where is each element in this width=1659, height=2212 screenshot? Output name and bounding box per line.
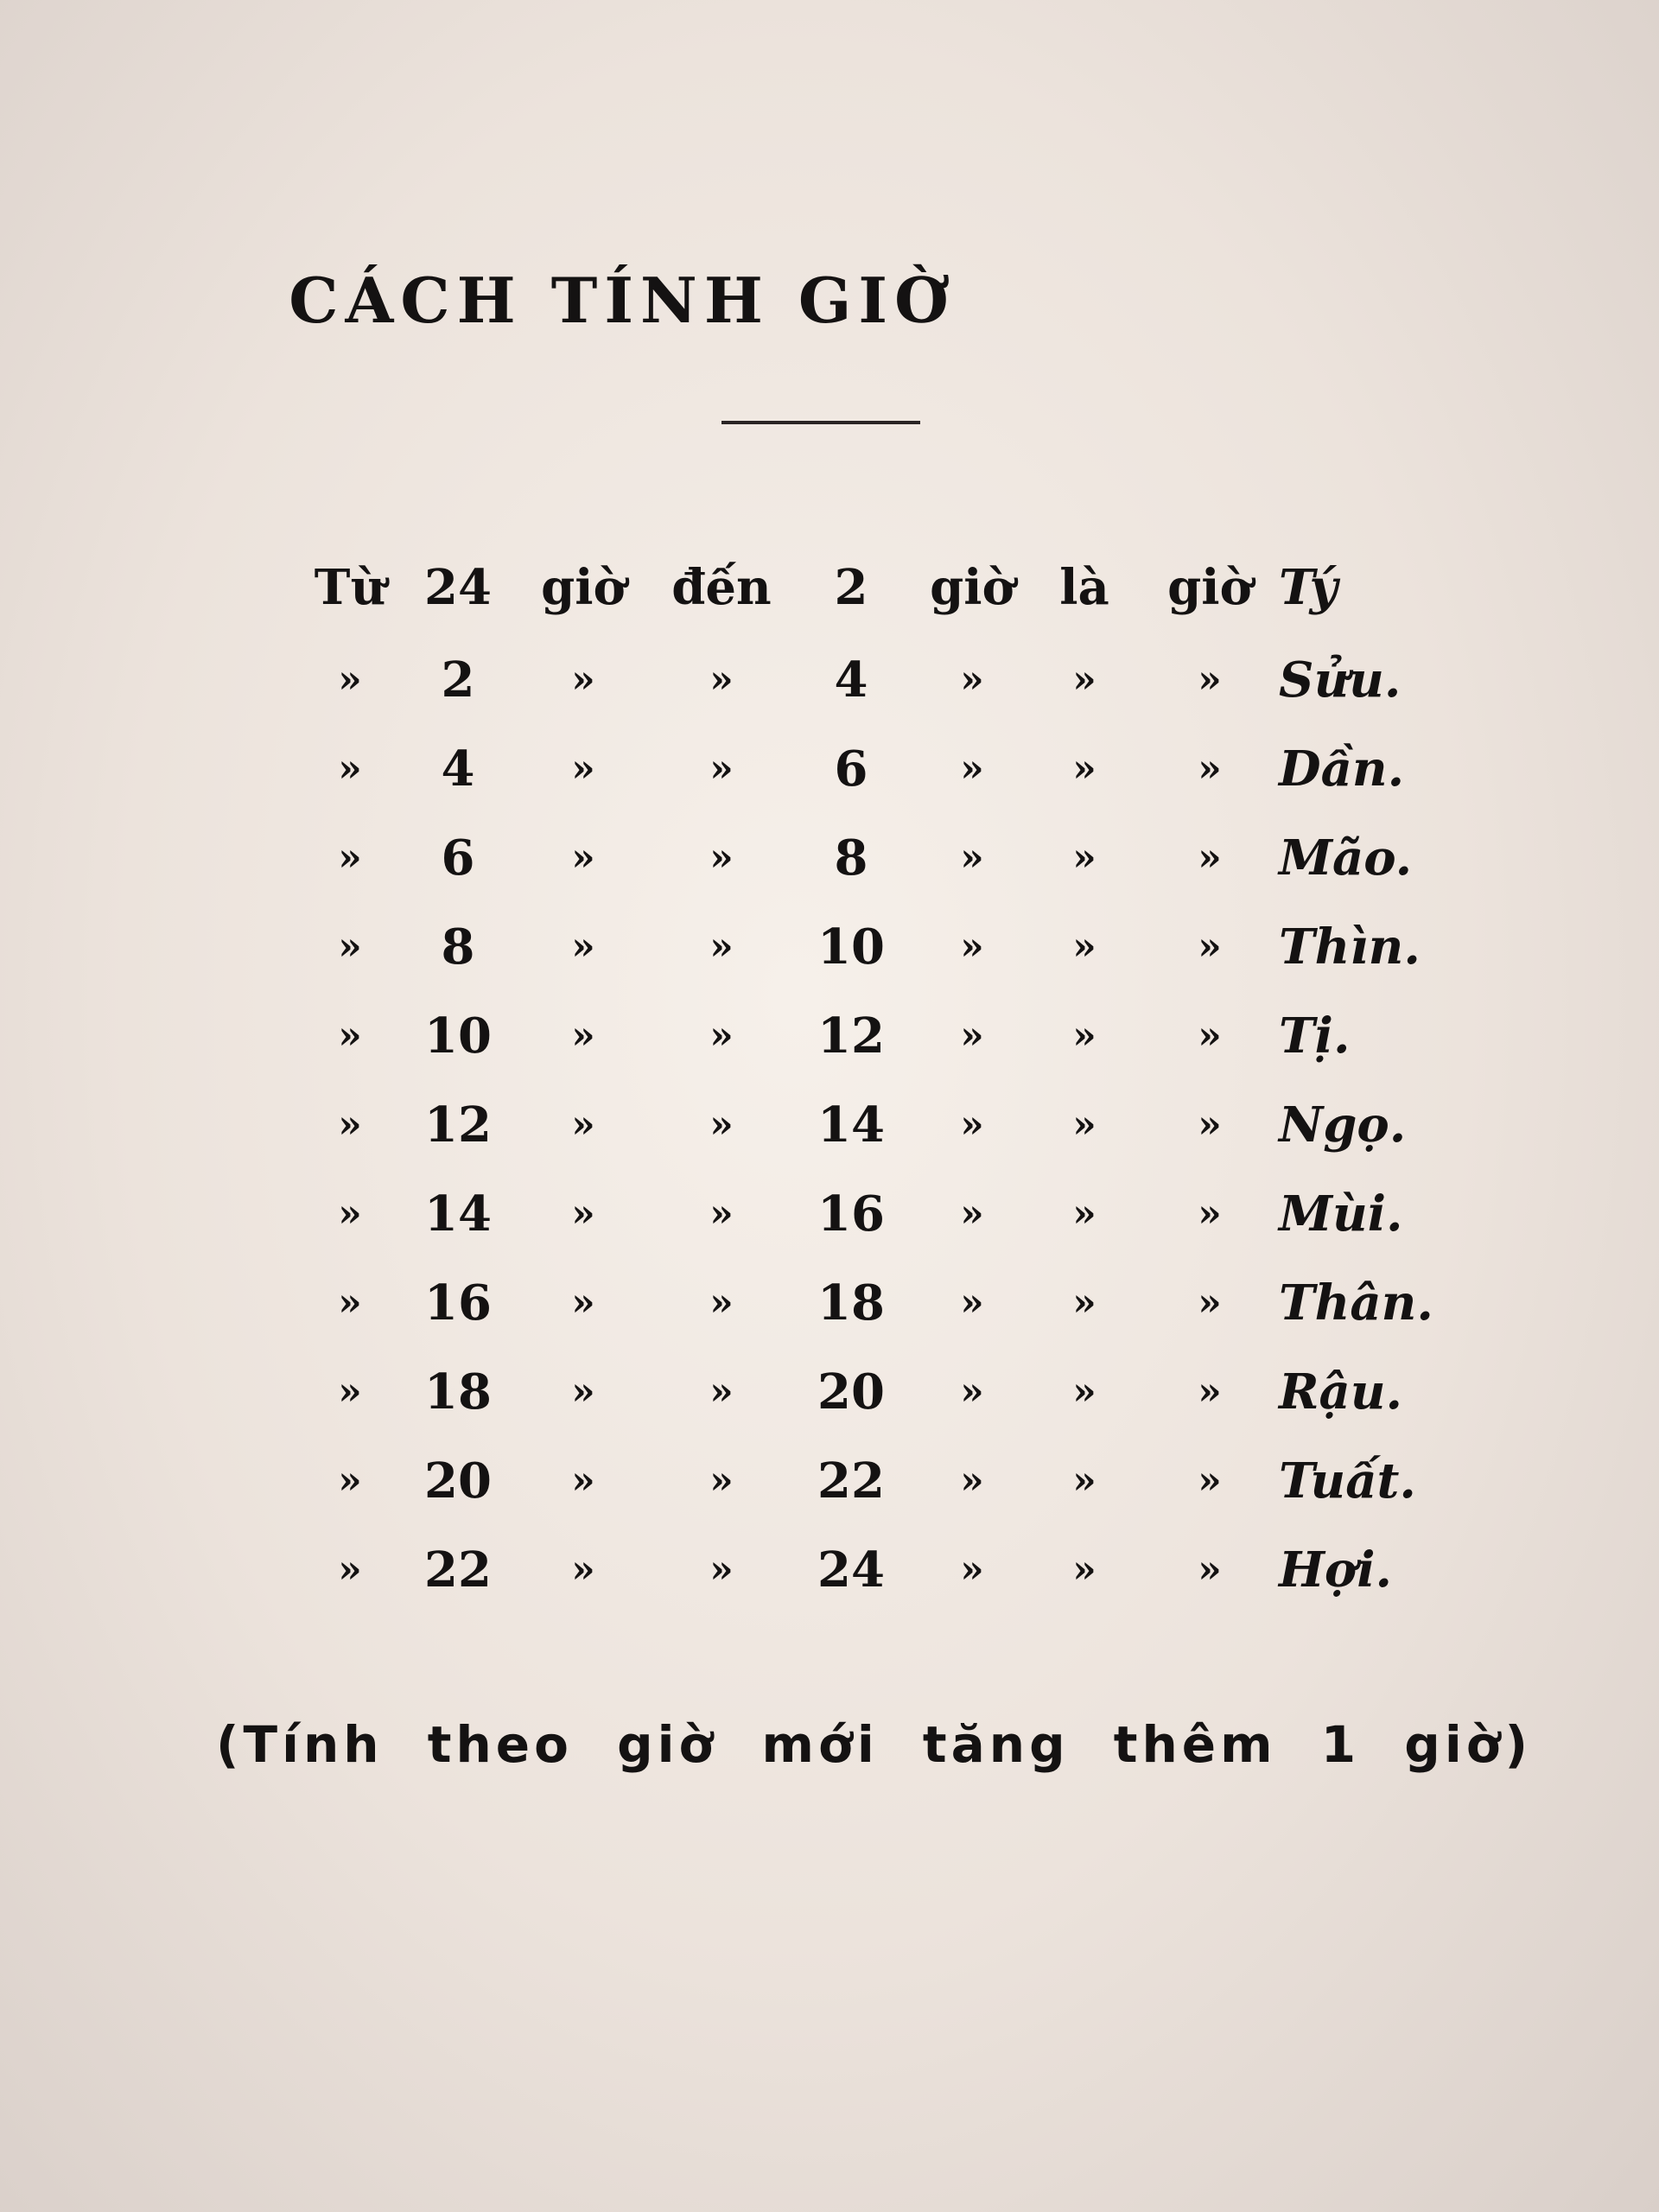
ditto-mark: » bbox=[571, 836, 595, 880]
ditto-mark: » bbox=[338, 747, 362, 791]
end-hour: 20 bbox=[817, 1363, 885, 1421]
start-hour: 10 bbox=[424, 1007, 492, 1065]
ditto-mark: » bbox=[960, 1192, 984, 1236]
ditto-mark: » bbox=[571, 1548, 595, 1592]
end-hour: 4 bbox=[834, 651, 868, 709]
ditto-mark: » bbox=[960, 836, 984, 880]
start-hour: 18 bbox=[424, 1363, 492, 1421]
ditto-mark: » bbox=[1198, 1281, 1222, 1325]
end-hour: 6 bbox=[834, 740, 868, 798]
ditto-mark: » bbox=[1198, 1459, 1222, 1503]
ditto-mark: » bbox=[571, 1014, 595, 1058]
page-title: CÁCH TÍNH GIỜ bbox=[289, 264, 956, 337]
from-word: Từ bbox=[314, 559, 386, 616]
ditto-mark: » bbox=[1072, 1103, 1096, 1147]
ditto-mark: » bbox=[1072, 1192, 1096, 1236]
hour-name: Rậu. bbox=[1279, 1363, 1403, 1421]
ditto-mark: » bbox=[1198, 1548, 1222, 1592]
ditto-mark: » bbox=[338, 836, 362, 880]
ditto-mark: » bbox=[960, 1281, 984, 1325]
ditto-mark: » bbox=[338, 925, 362, 969]
footnote: (Tính theo giờ mới tăng thêm 1 giờ) bbox=[216, 1715, 1533, 1774]
ditto-mark: » bbox=[709, 836, 734, 880]
end-hour: 14 bbox=[817, 1096, 885, 1154]
ditto-mark: » bbox=[1198, 658, 1222, 702]
ditto-mark: » bbox=[960, 925, 984, 969]
start-hour: 20 bbox=[424, 1452, 492, 1510]
table-row bbox=[294, 1347, 1503, 1436]
ditto-mark: » bbox=[1198, 1103, 1222, 1147]
end-hour: 16 bbox=[817, 1185, 885, 1243]
table-row bbox=[294, 635, 1503, 724]
ditto-mark: » bbox=[571, 1370, 595, 1414]
ditto-mark: » bbox=[1198, 925, 1222, 969]
ditto-mark: » bbox=[1198, 747, 1222, 791]
ditto-mark: » bbox=[1072, 1459, 1096, 1503]
ditto-mark: » bbox=[1198, 1192, 1222, 1236]
table-row bbox=[294, 1436, 1503, 1525]
end-hour: 8 bbox=[834, 829, 868, 887]
hour-word: giờ bbox=[541, 559, 626, 616]
ditto-mark: » bbox=[338, 658, 362, 702]
end-hour: 24 bbox=[817, 1541, 885, 1599]
to-word: đến bbox=[671, 559, 772, 616]
ditto-mark: » bbox=[1198, 836, 1222, 880]
table-row bbox=[294, 991, 1503, 1080]
ditto-mark: » bbox=[1072, 658, 1096, 702]
is-word: là bbox=[1059, 559, 1109, 616]
end-hour: 2 bbox=[834, 559, 868, 616]
hour-word: giờ bbox=[1167, 559, 1252, 616]
table-header-row bbox=[294, 540, 1503, 635]
start-hour: 12 bbox=[424, 1096, 492, 1154]
start-hour: 16 bbox=[424, 1274, 492, 1332]
ditto-mark: » bbox=[338, 1103, 362, 1147]
ditto-mark: » bbox=[571, 658, 595, 702]
end-hour: 12 bbox=[817, 1007, 885, 1065]
ditto-mark: » bbox=[338, 1281, 362, 1325]
hour-name: Thìn. bbox=[1279, 918, 1421, 976]
ditto-mark: » bbox=[960, 1103, 984, 1147]
ditto-mark: » bbox=[960, 747, 984, 791]
ditto-mark: » bbox=[709, 1192, 734, 1236]
start-hour: 8 bbox=[441, 918, 475, 976]
ditto-mark: » bbox=[960, 1014, 984, 1058]
start-hour: 24 bbox=[424, 559, 492, 616]
hour-name: Ngọ. bbox=[1279, 1096, 1407, 1154]
ditto-mark: » bbox=[1072, 836, 1096, 880]
ditto-mark: » bbox=[338, 1459, 362, 1503]
ditto-mark: » bbox=[960, 1548, 984, 1592]
start-hour: 6 bbox=[441, 829, 475, 887]
ditto-mark: » bbox=[709, 1459, 734, 1503]
ditto-mark: » bbox=[571, 1103, 595, 1147]
ditto-mark: » bbox=[709, 1281, 734, 1325]
ditto-mark: » bbox=[1072, 925, 1096, 969]
hour-name: Hợi. bbox=[1279, 1541, 1393, 1599]
ditto-mark: » bbox=[709, 925, 734, 969]
ditto-mark: » bbox=[1198, 1014, 1222, 1058]
start-hour: 4 bbox=[441, 740, 475, 798]
ditto-mark: » bbox=[960, 1459, 984, 1503]
hour-name: Sửu. bbox=[1279, 651, 1402, 709]
ditto-mark: » bbox=[709, 658, 734, 702]
table-row bbox=[294, 1080, 1503, 1169]
hour-name: Dần. bbox=[1279, 740, 1405, 798]
table-row bbox=[294, 1525, 1503, 1614]
hour-name: Mão. bbox=[1279, 829, 1413, 887]
ditto-mark: » bbox=[571, 1281, 595, 1325]
table-row bbox=[294, 813, 1503, 902]
table-row bbox=[294, 724, 1503, 813]
ditto-mark: » bbox=[709, 1548, 734, 1592]
ditto-mark: » bbox=[1072, 1014, 1096, 1058]
hour-name: Tị. bbox=[1279, 1007, 1351, 1065]
ditto-mark: » bbox=[1072, 1548, 1096, 1592]
ditto-mark: » bbox=[709, 1103, 734, 1147]
end-hour: 18 bbox=[817, 1274, 885, 1332]
table-row bbox=[294, 1258, 1503, 1347]
ditto-mark: » bbox=[338, 1370, 362, 1414]
ditto-mark: » bbox=[709, 747, 734, 791]
table-row bbox=[294, 902, 1503, 991]
title-divider bbox=[721, 421, 920, 424]
ditto-mark: » bbox=[338, 1192, 362, 1236]
hour-name: Mùi. bbox=[1279, 1185, 1403, 1243]
end-hour: 22 bbox=[817, 1452, 885, 1510]
ditto-mark: » bbox=[571, 1459, 595, 1503]
start-hour: 14 bbox=[424, 1185, 492, 1243]
ditto-mark: » bbox=[571, 925, 595, 969]
hour-name: Thân. bbox=[1279, 1274, 1433, 1332]
start-hour: 2 bbox=[441, 651, 475, 709]
ditto-mark: » bbox=[338, 1548, 362, 1592]
ditto-mark: » bbox=[1072, 1370, 1096, 1414]
ditto-mark: » bbox=[960, 658, 984, 702]
hour-name: Tý bbox=[1279, 559, 1338, 616]
hour-name: Tuất. bbox=[1279, 1452, 1416, 1510]
ditto-mark: » bbox=[338, 1014, 362, 1058]
ditto-mark: » bbox=[960, 1370, 984, 1414]
table-row bbox=[294, 1169, 1503, 1258]
start-hour: 22 bbox=[424, 1541, 492, 1599]
ditto-mark: » bbox=[571, 747, 595, 791]
ditto-mark: » bbox=[1072, 747, 1096, 791]
hour-word: giờ bbox=[930, 559, 1014, 616]
ditto-mark: » bbox=[709, 1370, 734, 1414]
ditto-mark: » bbox=[709, 1014, 734, 1058]
ditto-mark: » bbox=[571, 1192, 595, 1236]
ditto-mark: » bbox=[1198, 1370, 1222, 1414]
end-hour: 10 bbox=[817, 918, 885, 976]
hour-table bbox=[294, 540, 1503, 1614]
ditto-mark: » bbox=[1072, 1281, 1096, 1325]
